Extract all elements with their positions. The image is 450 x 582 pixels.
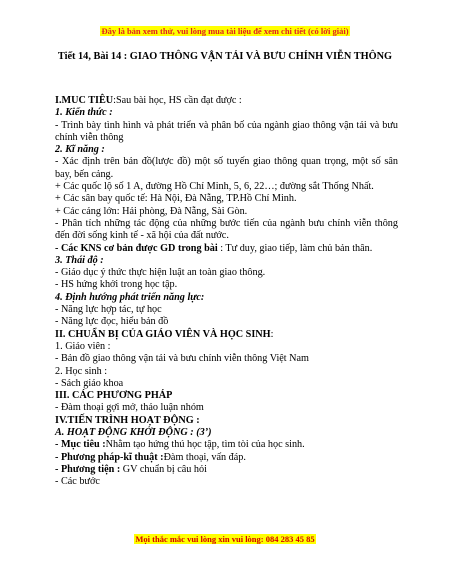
goal-label: - Mục tiêu : — [55, 439, 106, 451]
teacher-item: - Bản đồ giao thông vận tải và bưu chính viễn thông Việt Nam — [55, 353, 309, 365]
attitude-item: - HS hứng khởi trong học tập. — [55, 279, 178, 291]
means-label: - Phương tiện : — [55, 463, 121, 475]
preparation-heading: II. CHUẨN BỊ CỦA GIÁO VIÊN VÀ HỌC SINH — [55, 328, 271, 340]
teacher-label: 1. Giáo viên : — [55, 340, 111, 352]
knowledge-heading: 1. Kiến thức : — [55, 107, 113, 119]
preparation-heading-colon: : — [270, 328, 274, 340]
warmup-activity-heading: A. HOẠT ĐỘNG KHỞI ĐỘNG : (3’) — [55, 427, 212, 439]
objectives-intro: :Sau bài học, HS cần đạt được : — [113, 95, 242, 106]
kns-line — [55, 243, 398, 255]
contact-text: Mọi thắc mắc vui lòng xin vui lòng: 084 283 45 85 — [135, 534, 315, 544]
skills-heading: 2. Kĩ năng : — [55, 144, 105, 156]
kns-label: - Các KNS cơ bản được GD trong bài — [55, 242, 218, 254]
attitude-item: - Giáo dục ý thức thực hiện luật an toàn giao thông. — [55, 267, 266, 279]
goal-text: Nhằm tạo hứng thú học tập, tìm tòi của học sinh. — [105, 439, 305, 451]
means-line — [55, 464, 398, 476]
process-heading: IV.TIẾN TRÌNH HOẠT ĐỘNG : — [55, 414, 200, 426]
method-line — [55, 452, 398, 464]
document-body — [55, 95, 398, 489]
attitude-heading: 3. Thái độ : — [55, 254, 104, 266]
skills-item: + Các sân bay quốc tế: Hà Nội, Đà Nẵng, TP.Hồ Chí Minh. — [55, 193, 297, 205]
preview-notice-banner — [0, 26, 450, 37]
orientation-heading: 4. Định hướng phát triển năng lực: — [55, 291, 205, 303]
kns-text: : Tư duy, giao tiếp, làm chủ bản thân. — [217, 242, 373, 254]
methods-heading: III. CÁC PHƯƠNG PHÁP — [55, 390, 173, 402]
objectives-heading-line — [55, 95, 398, 107]
orientation-item: - Năng lực đọc, hiểu bản đồ — [55, 316, 169, 328]
student-item: - Sách giáo khoa — [55, 377, 124, 389]
student-label: 2. Học sinh : — [55, 365, 108, 377]
means-text: GV chuẩn bị câu hỏi — [120, 463, 207, 475]
steps-line: - Các bước — [55, 476, 100, 488]
orientation-item: - Năng lực hợp tác, tự học — [55, 304, 162, 316]
document-title: Tiết 14, Bài 14 : GIAO THÔNG VẬN TẢI VÀ BƯU CHÍNH VIỄN THÔNG — [57, 51, 393, 62]
method-label: - Phương pháp-kĩ thuật : — [55, 451, 164, 463]
methods-item: - Đàm thoại gợi mở, thảo luận nhóm — [55, 402, 204, 414]
skills-item: - Phân tích những tác động của những bước tiến của ngành bưu chính viễn thông đến đời sống kinh tế - xã hội của đất nước. — [55, 217, 398, 242]
preparation-heading-line — [55, 329, 398, 341]
preview-notice-text: Đây là bản xem thử, vui lòng mua tài liệu để xem chi tiết (có lời giải) — [101, 26, 349, 36]
skills-item: + Các cảng lớn: Hải phòng, Đà Nẵng, Sài Gòn. — [55, 205, 248, 217]
objectives-heading: I.MUC TIÊU — [55, 95, 114, 106]
goal-line — [55, 439, 398, 451]
skills-item: + Các quốc lộ số 1 A, đường Hồ Chí Minh, 5, 6, 22…; đường sắt Thống Nhất. — [55, 181, 374, 193]
contact-banner — [0, 534, 450, 545]
skills-item: - Xác định trên bản đồ(lược đồ) một số tuyến giao thông quan trọng, một số sân bay, bến cảng. — [55, 156, 398, 180]
knowledge-text: - Trình bày tình hình và phát triển và phân bố của ngành giao thông vận tải và bưu chính viễn thông — [55, 119, 398, 143]
method-text: Đàm thoại, vấn đáp. — [163, 451, 246, 463]
